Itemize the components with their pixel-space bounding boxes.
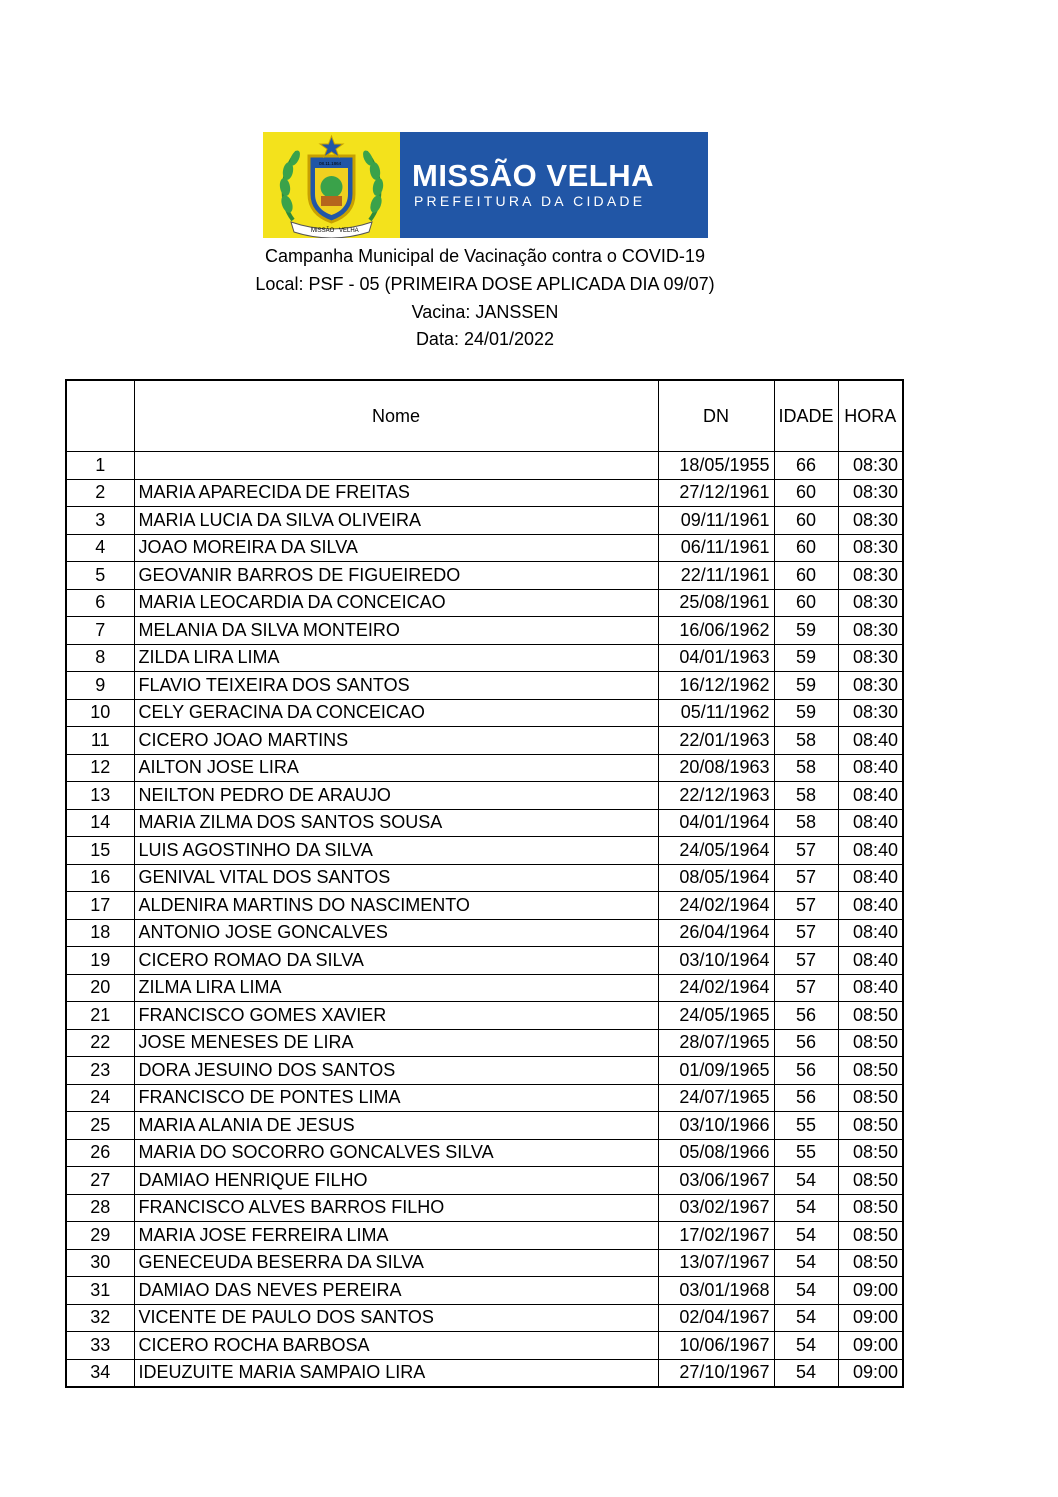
row-birthdate: 22/01/1963: [658, 727, 774, 755]
row-age: 60: [774, 589, 838, 617]
row-number: 30: [66, 1249, 134, 1277]
row-age: 54: [774, 1277, 838, 1305]
row-age: 56: [774, 1029, 838, 1057]
row-time: 09:00: [838, 1277, 903, 1305]
row-time: 08:40: [838, 782, 903, 810]
row-age: 54: [774, 1304, 838, 1332]
row-age: 57: [774, 947, 838, 975]
row-age: 60: [774, 507, 838, 535]
table-row: [66, 1057, 903, 1085]
row-age: 58: [774, 727, 838, 755]
row-age: 56: [774, 1057, 838, 1085]
city-logo: [263, 132, 708, 238]
table-row: [66, 809, 903, 837]
row-number: 8: [66, 644, 134, 672]
table-row: [66, 919, 903, 947]
row-number: 22: [66, 1029, 134, 1057]
row-time: 08:50: [838, 1139, 903, 1167]
row-number: 7: [66, 617, 134, 645]
row-time: 08:30: [838, 479, 903, 507]
row-age: 58: [774, 754, 838, 782]
table-row: [66, 672, 903, 700]
row-birthdate: 24/05/1965: [658, 1002, 774, 1030]
row-age: 54: [774, 1222, 838, 1250]
row-time: 08:50: [838, 1112, 903, 1140]
row-name: JOSE MENESES DE LIRA: [134, 1029, 658, 1057]
row-time: 08:50: [838, 1249, 903, 1277]
row-birthdate: 13/07/1967: [658, 1249, 774, 1277]
column-header-nome: Nome: [134, 380, 658, 452]
row-time: 08:40: [838, 837, 903, 865]
row-time: 09:00: [838, 1304, 903, 1332]
row-birthdate: 04/01/1963: [658, 644, 774, 672]
row-time: 08:50: [838, 1029, 903, 1057]
row-name: MARIA JOSE FERREIRA LIMA: [134, 1222, 658, 1250]
row-birthdate: 06/11/1961: [658, 534, 774, 562]
row-birthdate: 03/02/1967: [658, 1194, 774, 1222]
table-row: [66, 452, 903, 480]
row-name: MELANIA DA SILVA MONTEIRO: [134, 617, 658, 645]
row-number: 32: [66, 1304, 134, 1332]
table-row: [66, 1359, 903, 1387]
svg-text:VELHA: VELHA: [339, 228, 359, 234]
row-birthdate: 09/11/1961: [658, 507, 774, 535]
row-name: ALDENIRA MARTINS DO NASCIMENTO: [134, 892, 658, 920]
row-number: 28: [66, 1194, 134, 1222]
table-row: [66, 1002, 903, 1030]
table-row: [66, 1304, 903, 1332]
row-age: 54: [774, 1249, 838, 1277]
row-number: 1: [66, 452, 134, 480]
row-time: 08:40: [838, 947, 903, 975]
row-birthdate: 18/05/1955: [658, 452, 774, 480]
row-age: 54: [774, 1332, 838, 1360]
row-birthdate: 16/12/1962: [658, 672, 774, 700]
table-row: [66, 1194, 903, 1222]
row-name: MARIA APARECIDA DE FREITAS: [134, 479, 658, 507]
row-number: 11: [66, 727, 134, 755]
row-birthdate: 27/12/1961: [658, 479, 774, 507]
row-age: 54: [774, 1167, 838, 1195]
table-row: [66, 1167, 903, 1195]
row-birthdate: 01/09/1965: [658, 1057, 774, 1085]
row-number: 6: [66, 589, 134, 617]
table-row: [66, 1222, 903, 1250]
row-time: 08:30: [838, 644, 903, 672]
row-number: 21: [66, 1002, 134, 1030]
table-row: [66, 617, 903, 645]
row-name: CICERO ROMAO DA SILVA: [134, 947, 658, 975]
row-time: 08:30: [838, 562, 903, 590]
row-name: ZILMA LIRA LIMA: [134, 974, 658, 1002]
row-time: 08:30: [838, 452, 903, 480]
row-name: CICERO ROCHA BARBOSA: [134, 1332, 658, 1360]
table-row: [66, 1139, 903, 1167]
row-name: MARIA ZILMA DOS SANTOS SOUSA: [134, 809, 658, 837]
row-number: 31: [66, 1277, 134, 1305]
table-row: [66, 699, 903, 727]
row-birthdate: 08/05/1964: [658, 864, 774, 892]
row-name: [134, 452, 658, 480]
row-name: NEILTON PEDRO DE ARAUJO: [134, 782, 658, 810]
row-birthdate: 10/06/1967: [658, 1332, 774, 1360]
row-number: 29: [66, 1222, 134, 1250]
table-row: [66, 1029, 903, 1057]
row-birthdate: 25/08/1961: [658, 589, 774, 617]
row-age: 58: [774, 809, 838, 837]
row-time: 08:40: [838, 974, 903, 1002]
row-age: 54: [774, 1194, 838, 1222]
row-age: 59: [774, 699, 838, 727]
row-time: 09:00: [838, 1332, 903, 1360]
row-name: FRANCISCO GOMES XAVIER: [134, 1002, 658, 1030]
row-birthdate: 20/08/1963: [658, 754, 774, 782]
row-time: 08:40: [838, 864, 903, 892]
table-row: [66, 864, 903, 892]
table-header-row: [66, 380, 903, 452]
table-row: [66, 782, 903, 810]
row-name: LUIS AGOSTINHO DA SILVA: [134, 837, 658, 865]
city-subtitle: PREFEITURA DA CIDADE: [414, 193, 646, 209]
row-name: DAMIAO HENRIQUE FILHO: [134, 1167, 658, 1195]
row-number: 4: [66, 534, 134, 562]
row-age: 59: [774, 617, 838, 645]
row-name: FRANCISCO DE PONTES LIMA: [134, 1084, 658, 1112]
column-header-number: [66, 380, 134, 452]
row-name: JOAO MOREIRA DA SILVA: [134, 534, 658, 562]
row-birthdate: 24/02/1964: [658, 892, 774, 920]
row-number: 24: [66, 1084, 134, 1112]
row-age: 59: [774, 644, 838, 672]
row-number: 20: [66, 974, 134, 1002]
campaign-title: Campanha Municipal de Vacinação contra o COVID-19: [265, 246, 705, 266]
row-number: 34: [66, 1359, 134, 1387]
row-time: 08:40: [838, 727, 903, 755]
row-birthdate: 02/04/1967: [658, 1304, 774, 1332]
row-age: 56: [774, 1002, 838, 1030]
row-time: 08:30: [838, 589, 903, 617]
row-name: AILTON JOSE LIRA: [134, 754, 658, 782]
row-name: CICERO JOAO MARTINS: [134, 727, 658, 755]
table-row: [66, 1112, 903, 1140]
row-name: DAMIAO DAS NEVES PEREIRA: [134, 1277, 658, 1305]
row-birthdate: 05/08/1966: [658, 1139, 774, 1167]
row-number: 10: [66, 699, 134, 727]
row-age: 58: [774, 782, 838, 810]
row-time: 08:30: [838, 672, 903, 700]
row-name: VICENTE DE PAULO DOS SANTOS: [134, 1304, 658, 1332]
vaccination-list-table: [65, 379, 904, 1388]
row-name: MARIA DO SOCORRO GONCALVES SILVA: [134, 1139, 658, 1167]
row-age: 59: [774, 672, 838, 700]
table-row: [66, 727, 903, 755]
column-header-hora: HORA: [838, 380, 903, 452]
row-time: 08:50: [838, 1057, 903, 1085]
svg-text:MISSÃO: MISSÃO: [311, 228, 335, 234]
row-age: 60: [774, 534, 838, 562]
row-age: 60: [774, 562, 838, 590]
logo-banner: [400, 132, 708, 238]
column-header-idade: IDADE: [774, 380, 838, 452]
row-age: 57: [774, 864, 838, 892]
row-name: DORA JESUINO DOS SANTOS: [134, 1057, 658, 1085]
row-name: IDEUZUITE MARIA SAMPAIO LIRA: [134, 1359, 658, 1387]
row-name: ANTONIO JOSE GONCALVES: [134, 919, 658, 947]
table-row: [66, 837, 903, 865]
row-number: 27: [66, 1167, 134, 1195]
table-row: [66, 754, 903, 782]
row-time: 08:30: [838, 507, 903, 535]
row-age: 57: [774, 919, 838, 947]
row-birthdate: 27/10/1967: [658, 1359, 774, 1387]
vaccine-line: Vacina: JANSSEN: [411, 302, 559, 322]
row-age: 57: [774, 892, 838, 920]
table-row: [66, 892, 903, 920]
row-number: 18: [66, 919, 134, 947]
row-name: MARIA ALANIA DE JESUS: [134, 1112, 658, 1140]
row-number: 2: [66, 479, 134, 507]
table-row: [66, 479, 903, 507]
row-name: GENIVAL VITAL DOS SANTOS: [134, 864, 658, 892]
row-number: 3: [66, 507, 134, 535]
table-row: [66, 1332, 903, 1360]
table-row: [66, 644, 903, 672]
row-birthdate: 24/05/1964: [658, 837, 774, 865]
row-age: 55: [774, 1139, 838, 1167]
city-name: MISSÃO VELHA: [412, 158, 654, 193]
row-birthdate: 03/01/1968: [658, 1277, 774, 1305]
row-time: 08:40: [838, 809, 903, 837]
row-time: 08:50: [838, 1167, 903, 1195]
row-birthdate: 24/07/1965: [658, 1084, 774, 1112]
table-row: [66, 1277, 903, 1305]
row-time: 08:50: [838, 1002, 903, 1030]
row-number: 12: [66, 754, 134, 782]
row-birthdate: 03/10/1966: [658, 1112, 774, 1140]
row-name: FLAVIO TEIXEIRA DOS SANTOS: [134, 672, 658, 700]
row-age: 57: [774, 837, 838, 865]
date-line: Data: 24/01/2022: [415, 329, 555, 349]
row-number: 17: [66, 892, 134, 920]
row-time: 08:30: [838, 699, 903, 727]
row-time: 08:40: [838, 919, 903, 947]
row-birthdate: 28/07/1965: [658, 1029, 774, 1057]
row-name: GEOVANIR BARROS DE FIGUEIREDO: [134, 562, 658, 590]
row-time: 09:00: [838, 1359, 903, 1387]
coat-of-arms-icon: [263, 132, 400, 238]
row-birthdate: 03/06/1967: [658, 1167, 774, 1195]
row-time: 08:40: [838, 892, 903, 920]
row-name: CELY GERACINA DA CONCEICAO: [134, 699, 658, 727]
row-number: 23: [66, 1057, 134, 1085]
row-birthdate: 26/04/1964: [658, 919, 774, 947]
row-age: 60: [774, 479, 838, 507]
row-name: GENECEUDA BESERRA DA SILVA: [134, 1249, 658, 1277]
row-number: 19: [66, 947, 134, 975]
row-birthdate: 22/11/1961: [658, 562, 774, 590]
column-header-dn: DN: [658, 380, 774, 452]
row-age: 54: [774, 1359, 838, 1387]
row-name: ZILDA LIRA LIMA: [134, 644, 658, 672]
table-row: [66, 507, 903, 535]
row-birthdate: 04/01/1964: [658, 809, 774, 837]
table-row: [66, 1084, 903, 1112]
row-time: 08:50: [838, 1084, 903, 1112]
row-birthdate: 17/02/1967: [658, 1222, 774, 1250]
row-age: 66: [774, 452, 838, 480]
row-number: 5: [66, 562, 134, 590]
row-time: 08:30: [838, 534, 903, 562]
row-number: 14: [66, 809, 134, 837]
row-birthdate: 03/10/1964: [658, 947, 774, 975]
table-row: [66, 562, 903, 590]
row-birthdate: 22/12/1963: [658, 782, 774, 810]
row-number: 26: [66, 1139, 134, 1167]
row-age: 56: [774, 1084, 838, 1112]
table-row: [66, 1249, 903, 1277]
row-number: 13: [66, 782, 134, 810]
table-row: [66, 974, 903, 1002]
row-age: 57: [774, 974, 838, 1002]
svg-text:08.11.1864: 08.11.1864: [319, 161, 342, 166]
row-time: 08:50: [838, 1222, 903, 1250]
location-line: Local: PSF - 05 (PRIMEIRA DOSE APLICADA DIA 09/07): [255, 274, 715, 294]
row-birthdate: 24/02/1964: [658, 974, 774, 1002]
row-name: MARIA LEOCARDIA DA CONCEICAO: [134, 589, 658, 617]
row-age: 55: [774, 1112, 838, 1140]
table-row: [66, 947, 903, 975]
row-birthdate: 16/06/1962: [658, 617, 774, 645]
row-time: 08:30: [838, 617, 903, 645]
row-time: 08:40: [838, 754, 903, 782]
row-number: 9: [66, 672, 134, 700]
table-row: [66, 534, 903, 562]
city-seal: [263, 132, 400, 238]
table-row: [66, 589, 903, 617]
row-name: FRANCISCO ALVES BARROS FILHO: [134, 1194, 658, 1222]
row-birthdate: 05/11/1962: [658, 699, 774, 727]
row-time: 08:50: [838, 1194, 903, 1222]
row-name: MARIA LUCIA DA SILVA OLIVEIRA: [134, 507, 658, 535]
row-number: 33: [66, 1332, 134, 1360]
row-number: 16: [66, 864, 134, 892]
row-number: 15: [66, 837, 134, 865]
row-number: 25: [66, 1112, 134, 1140]
